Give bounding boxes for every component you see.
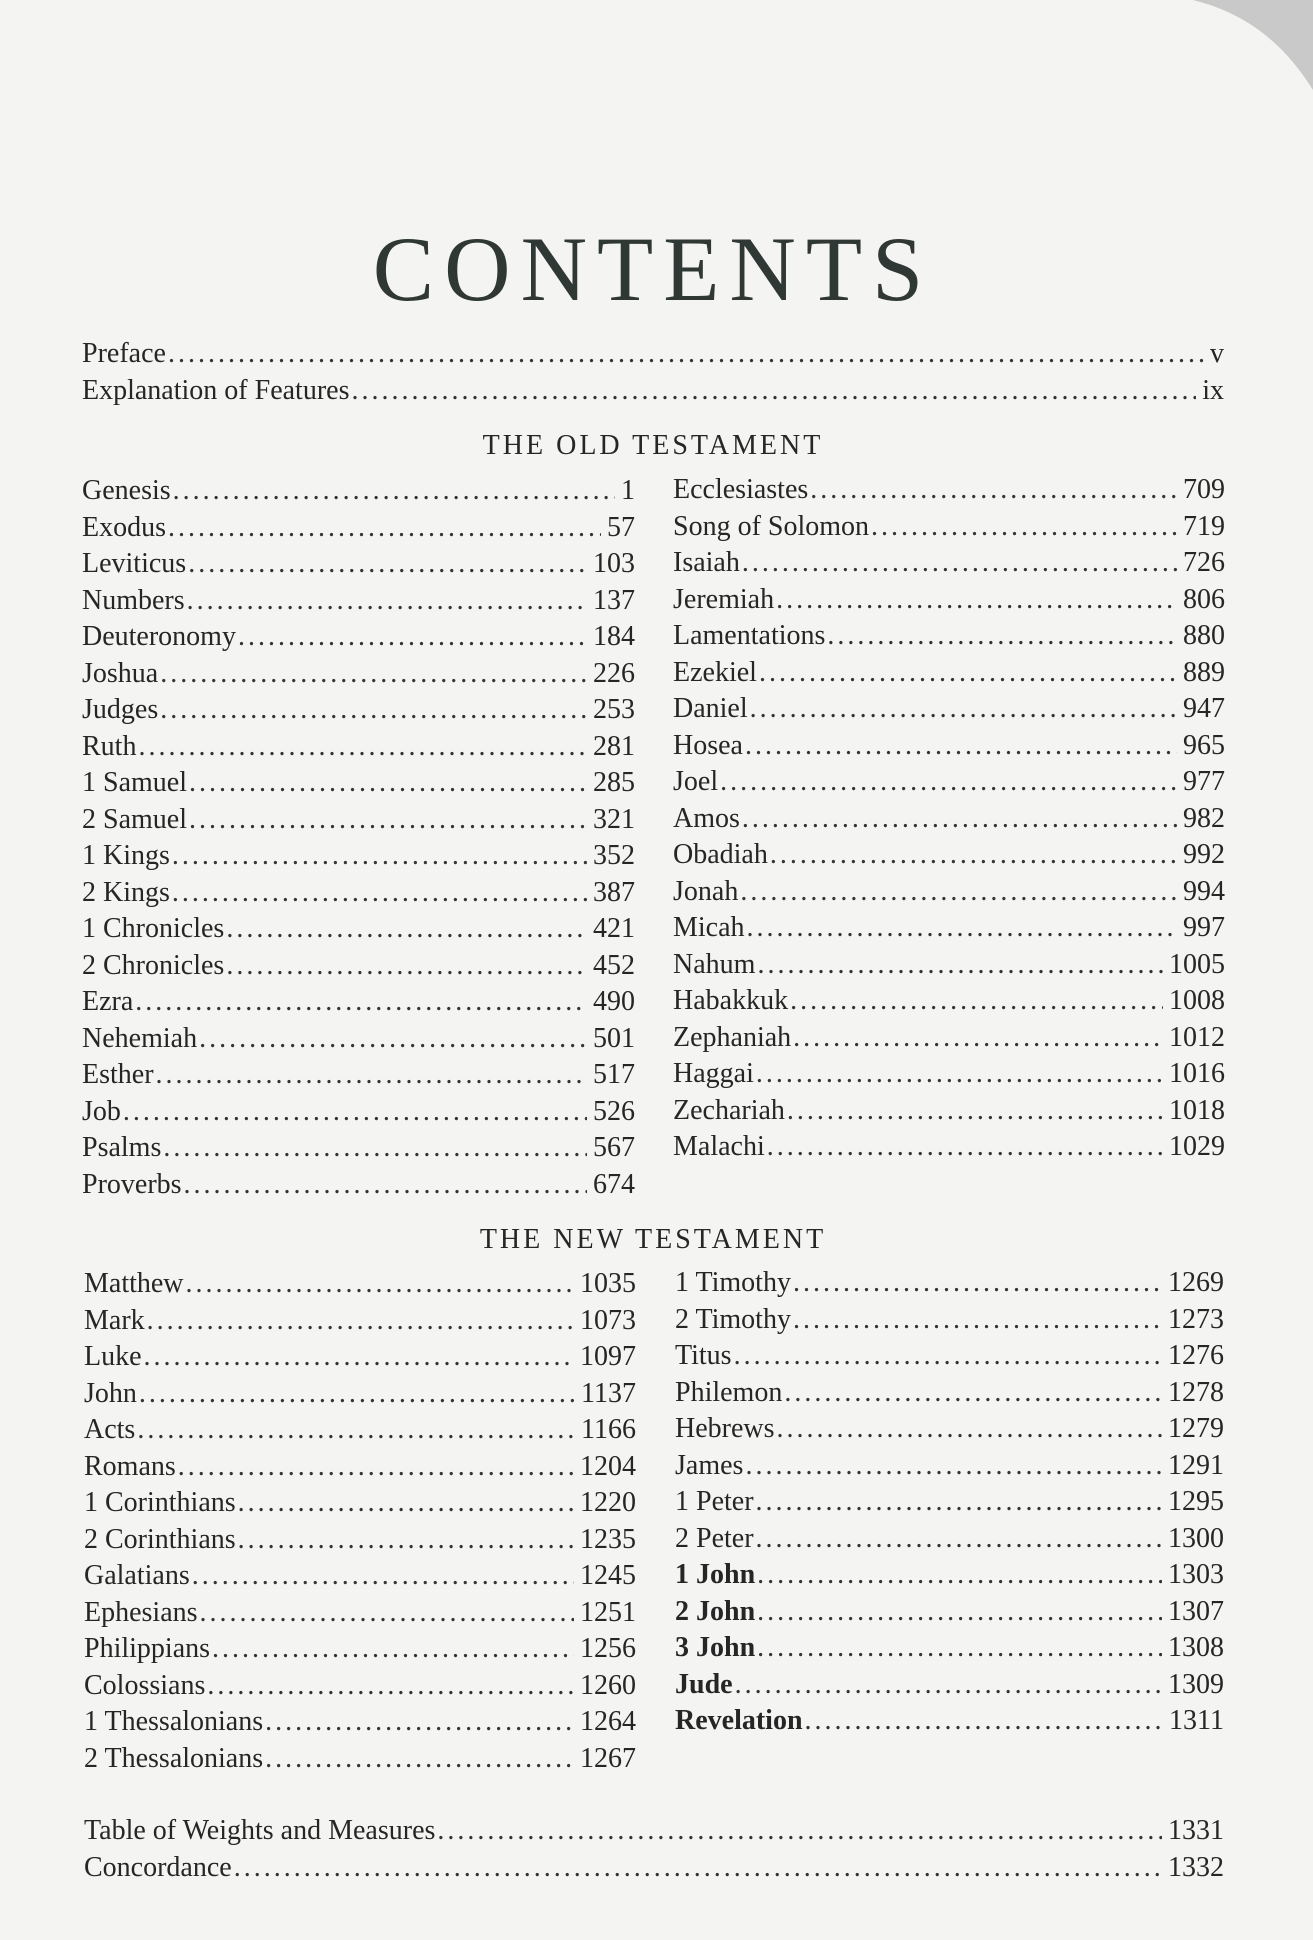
entry-page: 137 xyxy=(593,584,635,616)
entry-name: John xyxy=(84,1377,137,1409)
entry-name: Numbers xyxy=(82,584,185,616)
toc-entry[interactable] xyxy=(673,874,1225,911)
toc-entry[interactable] xyxy=(673,1093,1225,1130)
entry-page: 1251 xyxy=(580,1596,636,1628)
entry-name: 1 Chronicles xyxy=(82,913,225,944)
dot-leader xyxy=(178,1449,574,1486)
entry-page: 103 xyxy=(593,548,635,579)
entry-name: 1 Timothy xyxy=(675,1267,791,1298)
entry-page: 1273 xyxy=(1168,1303,1224,1335)
entry-page: 1332 xyxy=(1168,1851,1224,1883)
entry-name: Genesis xyxy=(82,475,171,506)
entry-name: Ecclesiastes xyxy=(673,474,809,505)
toc-entry[interactable] xyxy=(675,1448,1224,1485)
entry-page: v xyxy=(1210,338,1224,369)
new-testament-right-column xyxy=(675,1265,1224,1740)
entry-name: Titus xyxy=(675,1340,732,1371)
entry-page: 1012 xyxy=(1169,1021,1225,1053)
dot-leader xyxy=(793,1265,1162,1302)
toc-entry[interactable] xyxy=(82,984,635,1021)
entry-name: Micah xyxy=(673,912,745,943)
entry-page: 184 xyxy=(593,621,635,652)
dot-leader xyxy=(144,1339,574,1376)
old-testament-right-column xyxy=(673,472,1225,1166)
dot-leader xyxy=(747,910,1177,947)
entry-page: 1300 xyxy=(1168,1522,1224,1554)
entry-page: 253 xyxy=(593,694,635,725)
entry-page: 1035 xyxy=(580,1268,636,1299)
toc-entry[interactable] xyxy=(673,910,1225,947)
dot-leader xyxy=(757,1557,1162,1594)
toc-entry[interactable] xyxy=(675,1265,1224,1302)
entry-name: Isaiah xyxy=(673,547,740,578)
dot-leader xyxy=(189,765,587,802)
entry-name: Exodus xyxy=(82,511,166,543)
dot-leader xyxy=(192,1558,574,1595)
entry-page: 1166 xyxy=(581,1414,636,1445)
toc-entry[interactable] xyxy=(673,983,1225,1020)
dot-leader xyxy=(207,1668,574,1705)
dot-leader xyxy=(787,1093,1163,1130)
dot-leader xyxy=(160,692,587,729)
entry-name: Joel xyxy=(673,766,719,797)
entry-page: 1307 xyxy=(1168,1595,1224,1627)
entry-name: Romans xyxy=(84,1450,176,1482)
dot-leader xyxy=(793,1302,1162,1339)
dot-leader xyxy=(188,546,587,583)
entry-page: 352 xyxy=(593,840,635,871)
entry-name: Ephesians xyxy=(84,1596,198,1628)
entry-name: Explanation of Features xyxy=(82,374,350,406)
entry-page: 452 xyxy=(593,949,635,981)
dot-leader xyxy=(168,336,1204,373)
entry-page: 1204 xyxy=(580,1450,636,1482)
toc-entry[interactable] xyxy=(673,947,1225,984)
toc-entry[interactable] xyxy=(673,1020,1225,1057)
entry-name: Jeremiah xyxy=(673,583,775,615)
toc-entry[interactable] xyxy=(82,619,635,656)
entry-page: 1308 xyxy=(1168,1632,1224,1663)
entry-page: 526 xyxy=(593,1095,635,1127)
entry-page: 517 xyxy=(593,1059,635,1090)
entry-name: Philemon xyxy=(675,1376,783,1408)
entry-page: 726 xyxy=(1183,547,1225,578)
entry-name: Zephaniah xyxy=(673,1021,792,1053)
dot-leader xyxy=(777,1411,1162,1448)
toc-entry[interactable] xyxy=(84,1595,636,1632)
entry-page: 806 xyxy=(1183,583,1225,615)
toc-entry[interactable] xyxy=(675,1484,1224,1521)
entry-name: 2 Timothy xyxy=(675,1303,791,1335)
dot-leader xyxy=(810,472,1177,509)
dot-leader xyxy=(351,373,1196,410)
entry-page: 421 xyxy=(593,913,635,944)
contents-page xyxy=(82,0,1224,1940)
dot-leader xyxy=(756,1056,1163,1093)
toc-entry[interactable] xyxy=(675,1557,1224,1594)
entry-name: Joshua xyxy=(82,657,159,689)
toc-entry[interactable] xyxy=(673,691,1225,728)
entry-name: 2 Thessalonians xyxy=(84,1742,264,1774)
entry-page: 1220 xyxy=(580,1487,636,1518)
dot-leader xyxy=(160,656,587,693)
toc-entry[interactable] xyxy=(673,582,1225,619)
toc-entry[interactable] xyxy=(82,1094,635,1131)
entry-page: 1260 xyxy=(580,1669,636,1701)
toc-entry[interactable] xyxy=(675,1703,1224,1740)
entry-name: Ezekiel xyxy=(673,656,757,688)
toc-entry[interactable] xyxy=(675,1521,1224,1558)
entry-page: 997 xyxy=(1183,912,1225,943)
dot-leader xyxy=(156,1057,587,1094)
toc-entry[interactable] xyxy=(84,1850,1224,1887)
entry-name: Acts xyxy=(84,1414,136,1445)
toc-entry[interactable] xyxy=(82,1057,635,1094)
entry-name: Jude xyxy=(675,1668,733,1700)
dot-leader xyxy=(184,1167,587,1204)
front-matter-list xyxy=(82,336,1224,409)
entry-page: 880 xyxy=(1183,620,1225,651)
entry-name: Concordance xyxy=(84,1851,232,1883)
toc-entry[interactable] xyxy=(673,618,1225,655)
entry-name: 2 Chronicles xyxy=(82,949,225,981)
dot-leader xyxy=(745,728,1177,765)
toc-entry[interactable] xyxy=(82,948,635,985)
toc-entry[interactable] xyxy=(82,729,635,766)
entry-name: Table of Weights and Measures xyxy=(84,1815,436,1846)
toc-entry[interactable] xyxy=(673,1129,1225,1166)
dot-leader xyxy=(756,1521,1162,1558)
toc-entry[interactable] xyxy=(82,510,635,547)
toc-entry[interactable] xyxy=(84,1631,636,1668)
entry-name: 1 Thessalonians xyxy=(84,1706,264,1737)
entry-name: Galatians xyxy=(84,1560,190,1591)
entry-name: Esther xyxy=(82,1059,154,1090)
dot-leader xyxy=(189,802,587,839)
entry-page: 994 xyxy=(1183,875,1225,907)
toc-entry[interactable] xyxy=(84,1449,636,1486)
back-matter-list xyxy=(84,1813,1224,1886)
entry-name: 2 Kings xyxy=(82,876,170,908)
dot-leader xyxy=(226,911,587,948)
dot-leader xyxy=(265,1704,574,1741)
entry-page: 57 xyxy=(607,511,635,543)
entry-page: 977 xyxy=(1183,766,1225,797)
toc-entry[interactable] xyxy=(673,801,1225,838)
entry-name: Philippians xyxy=(84,1633,211,1664)
dot-leader xyxy=(186,1266,574,1303)
dot-leader xyxy=(742,801,1177,838)
entry-name: Ezra xyxy=(82,986,134,1017)
toc-entry[interactable] xyxy=(82,1021,635,1058)
dot-leader xyxy=(757,947,1163,984)
toc-entry[interactable] xyxy=(82,473,635,510)
entry-page: 1279 xyxy=(1168,1413,1224,1444)
entry-page: 1309 xyxy=(1168,1668,1224,1700)
toc-entry[interactable] xyxy=(82,336,1224,373)
dot-leader xyxy=(437,1813,1162,1850)
toc-entry[interactable] xyxy=(84,1339,636,1376)
dot-leader xyxy=(187,583,587,620)
entry-name: 1 Corinthians xyxy=(84,1487,236,1518)
entry-page: 1137 xyxy=(581,1377,636,1409)
entry-page: 1016 xyxy=(1169,1058,1225,1089)
entry-page: 1235 xyxy=(580,1523,636,1555)
dot-leader xyxy=(238,619,587,656)
toc-entry[interactable] xyxy=(82,692,635,729)
entry-page: 567 xyxy=(593,1132,635,1163)
entry-name: Psalms xyxy=(82,1132,162,1163)
dot-leader xyxy=(759,655,1177,692)
entry-name: Ruth xyxy=(82,730,137,762)
entry-page: 1264 xyxy=(580,1706,636,1737)
entry-page: 947 xyxy=(1183,693,1225,724)
entry-page: 992 xyxy=(1183,839,1225,870)
entry-page: 1269 xyxy=(1168,1267,1224,1298)
entry-name: James xyxy=(675,1449,744,1481)
new-testament-heading: THE NEW TESTAMENT xyxy=(479,1224,827,1255)
toc-entry[interactable] xyxy=(84,1813,1224,1850)
toc-entry[interactable] xyxy=(673,728,1225,765)
entry-name: Job xyxy=(82,1095,121,1127)
toc-entry[interactable] xyxy=(675,1338,1224,1375)
toc-entry[interactable] xyxy=(84,1485,636,1522)
entry-page: 387 xyxy=(593,876,635,908)
entry-name: Leviticus xyxy=(82,548,187,579)
dot-leader xyxy=(805,1703,1164,1740)
entry-page: 1029 xyxy=(1169,1131,1225,1162)
entry-page: 1073 xyxy=(580,1304,636,1336)
entry-name: Hebrews xyxy=(675,1413,775,1444)
entry-name: 1 Samuel xyxy=(82,767,187,798)
dot-leader xyxy=(767,1129,1163,1166)
entry-page: 982 xyxy=(1183,802,1225,834)
entry-page: 1245 xyxy=(580,1560,636,1591)
entry-page: 1005 xyxy=(1169,948,1225,980)
dot-leader xyxy=(238,1522,574,1559)
dot-leader xyxy=(265,1741,574,1778)
dot-leader xyxy=(750,691,1177,728)
entry-page: 1267 xyxy=(580,1742,636,1774)
entry-page: 1256 xyxy=(580,1633,636,1664)
entry-page: 1295 xyxy=(1168,1486,1224,1517)
entry-name: Revelation xyxy=(675,1705,803,1736)
dot-leader xyxy=(163,1130,587,1167)
dot-leader xyxy=(827,618,1177,655)
toc-entry[interactable] xyxy=(82,373,1224,410)
toc-entry[interactable] xyxy=(84,1704,636,1741)
dot-leader xyxy=(793,1020,1163,1057)
toc-entry[interactable] xyxy=(82,546,635,583)
toc-entry[interactable] xyxy=(84,1266,636,1303)
dot-leader xyxy=(720,764,1177,801)
dot-leader xyxy=(173,473,615,510)
entry-page: 501 xyxy=(593,1022,635,1054)
entry-name: Deuteronomy xyxy=(82,621,236,652)
entry-name: Nahum xyxy=(673,948,756,980)
dot-leader xyxy=(734,1338,1162,1375)
dot-leader xyxy=(147,1303,574,1340)
dot-leader xyxy=(735,1667,1162,1704)
toc-entry[interactable] xyxy=(82,1167,635,1204)
toc-entry[interactable] xyxy=(675,1594,1224,1631)
entry-name: 3 John xyxy=(675,1632,756,1663)
old-testament-left-column xyxy=(82,473,635,1203)
toc-entry[interactable] xyxy=(82,583,635,620)
dot-leader xyxy=(784,1375,1162,1412)
toc-entry[interactable] xyxy=(82,911,635,948)
entry-name: 1 Peter xyxy=(675,1486,754,1517)
entry-page: 1008 xyxy=(1169,985,1225,1016)
entry-page: 1303 xyxy=(1168,1559,1224,1590)
dot-leader xyxy=(138,729,587,766)
toc-entry[interactable] xyxy=(84,1558,636,1595)
toc-entry[interactable] xyxy=(84,1412,636,1449)
toc-entry[interactable] xyxy=(84,1741,636,1778)
dot-leader xyxy=(742,545,1177,582)
dot-leader xyxy=(226,948,587,985)
entry-name: Preface xyxy=(82,338,166,369)
toc-entry[interactable] xyxy=(84,1303,636,1340)
dot-leader xyxy=(212,1631,574,1668)
entry-page: 674 xyxy=(593,1168,635,1200)
entry-name: Malachi xyxy=(673,1131,765,1162)
entry-page: 1097 xyxy=(580,1341,636,1372)
entry-page: 1278 xyxy=(1168,1376,1224,1408)
entry-page: 1331 xyxy=(1168,1815,1224,1846)
dot-leader xyxy=(135,984,587,1021)
entry-page: 1018 xyxy=(1169,1094,1225,1126)
entry-page: 719 xyxy=(1183,510,1225,542)
entry-name: 1 Kings xyxy=(82,840,170,871)
new-testament-left-column xyxy=(84,1266,636,1777)
entry-name: Amos xyxy=(673,802,740,834)
entry-name: 2 Corinthians xyxy=(84,1523,236,1555)
entry-page: 490 xyxy=(593,986,635,1017)
entry-page: 709 xyxy=(1183,474,1225,505)
entry-name: Jonah xyxy=(673,875,739,907)
dot-leader xyxy=(740,874,1177,911)
dot-leader xyxy=(139,1376,575,1413)
entry-page: 1311 xyxy=(1169,1705,1224,1736)
entry-name: Colossians xyxy=(84,1669,206,1701)
entry-name: Nehemiah xyxy=(82,1022,198,1054)
toc-entry[interactable] xyxy=(82,802,635,839)
toc-entry[interactable] xyxy=(84,1376,636,1413)
toc-entry[interactable] xyxy=(84,1522,636,1559)
dot-leader xyxy=(757,1630,1162,1667)
entry-page: 1276 xyxy=(1168,1340,1224,1371)
old-testament-heading: THE OLD TESTAMENT xyxy=(482,430,824,461)
entry-name: Matthew xyxy=(84,1268,184,1299)
toc-entry[interactable] xyxy=(82,1130,635,1167)
entry-page: 285 xyxy=(593,767,635,798)
toc-entry[interactable] xyxy=(673,764,1225,801)
dot-leader xyxy=(238,1485,574,1522)
entry-page: 889 xyxy=(1183,656,1225,688)
entry-name: Song of Solomon xyxy=(673,510,870,542)
entry-page: 1291 xyxy=(1168,1449,1224,1481)
toc-entry[interactable] xyxy=(675,1375,1224,1412)
dot-leader xyxy=(756,1484,1162,1521)
entry-name: 1 John xyxy=(675,1559,756,1590)
entry-page: 321 xyxy=(593,803,635,835)
dot-leader xyxy=(199,1021,587,1058)
toc-entry[interactable] xyxy=(675,1667,1224,1704)
dot-leader xyxy=(172,838,587,875)
toc-entry[interactable] xyxy=(82,765,635,802)
dot-leader xyxy=(776,582,1177,619)
dot-leader xyxy=(123,1094,587,1131)
dot-leader xyxy=(871,509,1177,546)
toc-entry[interactable] xyxy=(82,656,635,693)
dot-leader xyxy=(745,1448,1162,1485)
entry-name: Luke xyxy=(84,1341,142,1372)
dot-leader xyxy=(137,1412,575,1449)
toc-entry[interactable] xyxy=(84,1668,636,1705)
entry-name: Obadiah xyxy=(673,839,768,870)
dot-leader xyxy=(234,1850,1162,1887)
toc-entry[interactable] xyxy=(673,509,1225,546)
entry-name: 2 John xyxy=(675,1595,756,1627)
toc-entry[interactable] xyxy=(673,837,1225,874)
toc-entry[interactable] xyxy=(673,472,1225,509)
entry-name: 2 Samuel xyxy=(82,803,187,835)
entry-name: Lamentations xyxy=(673,620,826,651)
entry-name: Judges xyxy=(82,694,159,725)
entry-name: Proverbs xyxy=(82,1168,182,1200)
toc-entry[interactable] xyxy=(675,1411,1224,1448)
toc-entry[interactable] xyxy=(675,1630,1224,1667)
toc-entry[interactable] xyxy=(673,1056,1225,1093)
entry-name: Hosea xyxy=(673,729,743,761)
dot-leader xyxy=(770,837,1177,874)
toc-entry[interactable] xyxy=(82,875,635,912)
dot-leader xyxy=(757,1594,1162,1631)
entry-page: 226 xyxy=(593,657,635,689)
toc-entry[interactable] xyxy=(673,545,1225,582)
entry-page: 965 xyxy=(1183,729,1225,761)
toc-entry[interactable] xyxy=(82,838,635,875)
entry-name: Daniel xyxy=(673,693,748,724)
entry-name: Haggai xyxy=(673,1058,754,1089)
toc-entry[interactable] xyxy=(673,655,1225,692)
dot-leader xyxy=(168,510,601,547)
entry-name: Habakkuk xyxy=(673,985,789,1016)
entry-page: 1 xyxy=(621,475,635,506)
entry-name: Zechariah xyxy=(673,1094,785,1126)
dot-leader xyxy=(790,983,1163,1020)
entry-page: ix xyxy=(1202,374,1224,406)
entry-name: Mark xyxy=(84,1304,145,1336)
dot-leader xyxy=(200,1595,574,1632)
dot-leader xyxy=(172,875,587,912)
entry-page: 281 xyxy=(593,730,635,762)
toc-entry[interactable] xyxy=(675,1302,1224,1339)
page-title: CONTENTS xyxy=(372,217,934,320)
entry-name: 2 Peter xyxy=(675,1522,754,1554)
